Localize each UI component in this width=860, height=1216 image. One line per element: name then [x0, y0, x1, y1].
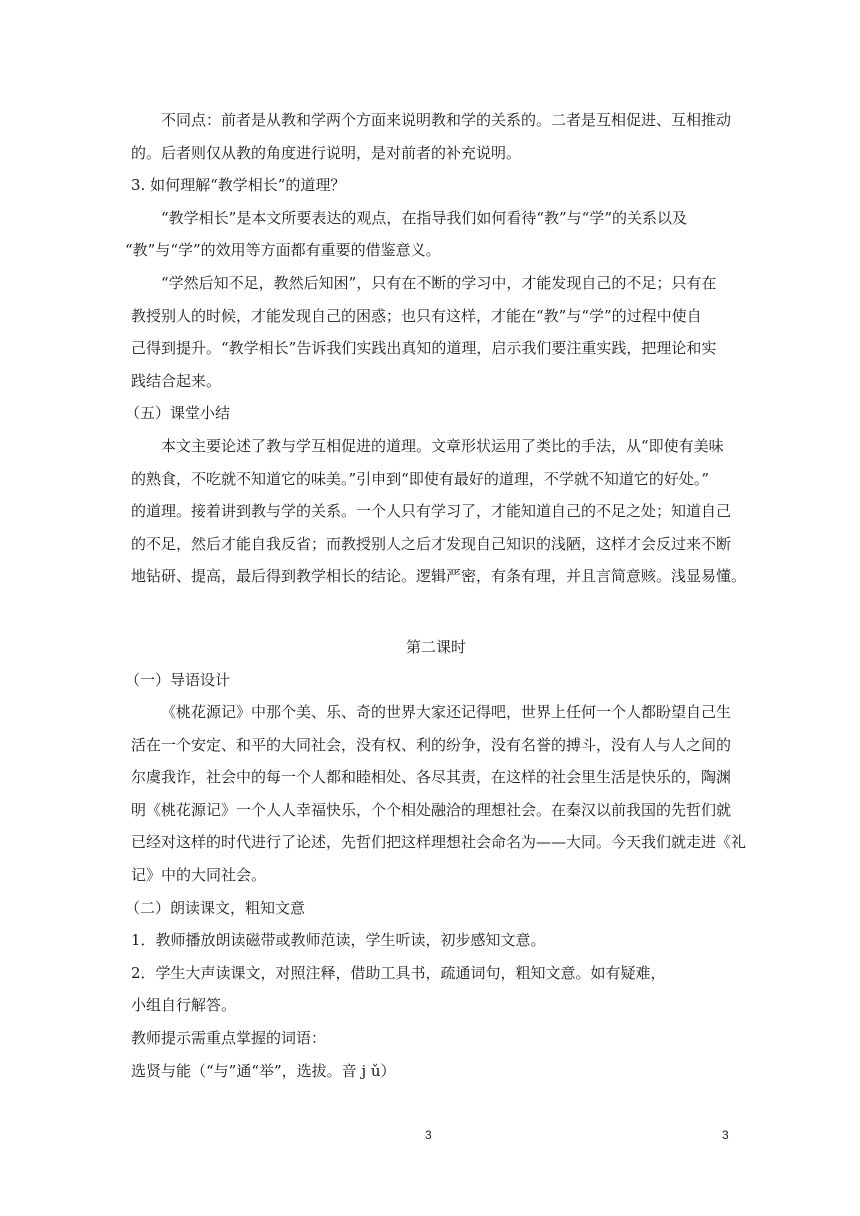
document-body: [125, 104, 747, 1087]
summary-heading: （五）课堂小结: [125, 404, 231, 423]
summary-line-2: 的熟食，不吃就不知道它的味美。”引申到“即使有最好的道理，不学就不知道它的好处。”: [131, 469, 710, 488]
question-3-paragraph-2-line-1: “学然后知不足，教然后知困”，只有在不断的学习中，才能发现自己的不足；只有在: [161, 273, 717, 292]
teacher-tip: 教师提示需重点掌握的词语：: [131, 1029, 327, 1048]
page-number-center: 3: [425, 1128, 432, 1142]
summary-line-4: 的不足，然后才能自我反省；而教授别人之后才发现自己知识的浅陋，这样才会反过来不断: [131, 534, 732, 553]
question-3-paragraph-2-line-2: 教授别人的时候，才能发现自己的困惑；也只有这样，才能在“教”与“学”的过程中使自: [131, 306, 702, 325]
intro-heading: （一）导语设计: [125, 670, 231, 689]
reading-item-1: 1．教师播放朗读磁带或教师范读，学生听读，初步感知文意。: [131, 931, 546, 950]
intro-line-3: 尔虞我诈，社会中的每一个人都和睦相处、各尽其责，在这样的社会里生活是快乐的，陶渊: [131, 768, 732, 787]
question-3-paragraph-1-line-1: “教学相长”是本文所要表达的观点，在指导我们如何看待“教”与“学”的关系以及: [161, 208, 688, 227]
question-3-heading: 3. 如何理解“教学相长”的道理？: [131, 176, 346, 195]
reading-item-2-line-1: 2．学生大声读课文，对照注释，借助工具书，疏通词句，粗知文意。如有疑难，: [131, 963, 666, 982]
lesson-two-title: 第二课时: [405, 637, 466, 656]
summary-line-3: 的道理。接着讲到教与学的关系。一个人只有学习了，才能知道自己的不足之处；知道自己: [131, 502, 732, 521]
summary-line-5: 地钻研、提高，最后得到教学相长的结论。逻辑严密，有条有理，并且言简意赅。浅显易懂。: [131, 567, 747, 586]
summary-line-1: 本文主要论述了教与学互相促进的道理。文章形状运用了类比的手法，从“即使有美味: [161, 436, 724, 455]
vocabulary-item-1: 选贤与能（“与”通“举”，选拔。音 j ǔ）: [131, 1061, 396, 1080]
difference-line-2: 的。后者则仅从教的角度进行说明，是对前者的补充说明。: [131, 143, 522, 162]
question-3-paragraph-2-line-3: 己得到提升。“教学相长”告诉我们实践出真知的道理，启示我们要注重实践，把理论和实: [131, 339, 717, 358]
question-3-paragraph-2-line-4: 践结合起来。: [131, 371, 222, 390]
intro-line-2: 活在一个安定、和平的大同社会，没有权、利的纷争，没有名誉的搏斗，没有人与人之间的: [131, 735, 732, 754]
page-number-right: 3: [722, 1128, 729, 1142]
reading-item-2-line-2: 小组自行解答。: [131, 996, 237, 1015]
difference-line-1: 不同点：前者是从教和学两个方面来说明教和学的关系的。二者是互相促进、互相推动: [161, 111, 732, 129]
intro-line-6: 记》中的大同社会。: [131, 866, 267, 885]
intro-line-1: 《桃花源记》中那个美、乐、奇的世界大家还记得吧，世界上任何一个人都盼望自己生: [161, 703, 732, 722]
intro-line-4: 明《桃花源记》一个人人幸福快乐，个个相处融洽的理想社会。在秦汉以前我国的先哲们就: [131, 800, 732, 819]
intro-line-5: 已经对这样的时代进行了论述，先哲们把这样理想社会命名为——大同。今天我们就走进《礼: [131, 833, 747, 852]
section-gap: [131, 593, 741, 631]
reading-heading: （二）朗读课文，粗知文意: [125, 898, 306, 917]
question-3-paragraph-1-line-2: “教”与“学”的效用等方面都有重要的借鉴意义。: [125, 241, 441, 260]
